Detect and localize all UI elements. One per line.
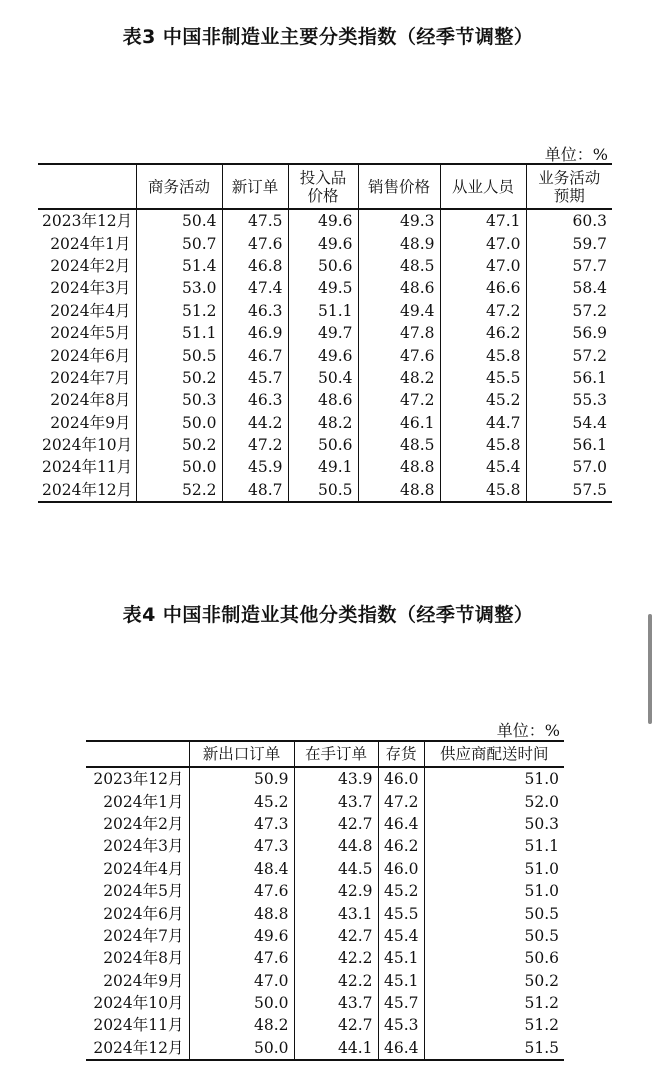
table-cell: 47.5	[222, 209, 288, 232]
table-cell: 47.0	[189, 970, 294, 992]
table-row	[86, 835, 564, 857]
table-cell: 50.4	[288, 367, 358, 389]
table-cell: 46.4	[378, 1037, 424, 1060]
table-cell: 50.5	[136, 344, 222, 366]
table-cell: 56.9	[526, 322, 612, 344]
table4-unit-label: 单位：%	[496, 721, 560, 740]
table-cell: 45.2	[378, 880, 424, 902]
table-cell: 50.6	[424, 947, 564, 969]
table4-header-cell	[294, 741, 378, 767]
table-cell: 45.8	[440, 479, 526, 502]
table4-header-cell	[424, 741, 564, 767]
table-cell: 60.3	[526, 209, 612, 232]
table-cell: 49.4	[358, 300, 440, 322]
table-cell: 56.1	[526, 434, 612, 456]
table3-header-cell	[358, 164, 440, 209]
table-cell: 46.6	[440, 277, 526, 299]
table-cell: 47.2	[440, 300, 526, 322]
table-cell: 46.8	[222, 255, 288, 277]
table-cell: 50.3	[424, 813, 564, 835]
table-cell: 42.7	[294, 1014, 378, 1036]
table-row	[38, 255, 612, 277]
table-cell: 50.6	[288, 434, 358, 456]
table-cell: 44.2	[222, 412, 288, 434]
table-cell: 50.7	[136, 232, 222, 254]
table-cell: 51.2	[424, 1014, 564, 1036]
table-cell: 50.0	[136, 412, 222, 434]
table-cell: 50.5	[288, 479, 358, 502]
table-cell: 53.0	[136, 277, 222, 299]
table-cell: 47.3	[189, 813, 294, 835]
table-cell: 45.8	[440, 344, 526, 366]
table-row	[86, 992, 564, 1014]
table-row	[38, 300, 612, 322]
table3	[38, 163, 612, 503]
table-cell: 48.8	[189, 902, 294, 924]
table-cell: 48.6	[358, 277, 440, 299]
table-cell: 43.9	[294, 767, 378, 790]
table-cell: 47.4	[222, 277, 288, 299]
table-cell: 44.7	[440, 412, 526, 434]
row-label: 2024年5月	[50, 324, 131, 343]
table-cell: 48.2	[358, 367, 440, 389]
table3-header-label: 预期	[553, 186, 585, 205]
table4-header	[86, 741, 564, 767]
row-label: 2024年4月	[103, 859, 184, 878]
row-label: 2024年1月	[50, 234, 131, 253]
table-row	[38, 456, 612, 478]
row-label: 2024年3月	[103, 837, 184, 856]
table-cell: 45.1	[378, 970, 424, 992]
table-cell: 43.7	[294, 790, 378, 812]
table3-header-label: 投入品	[299, 168, 347, 187]
table3-header-label: 业务活动	[538, 168, 601, 187]
table-cell: 57.5	[526, 479, 612, 502]
table-cell: 44.1	[294, 1037, 378, 1060]
table3-header-label: 商务活动	[147, 177, 210, 196]
table-row	[86, 813, 564, 835]
table-cell: 45.4	[378, 925, 424, 947]
table-row	[38, 479, 612, 502]
table-cell: 42.9	[294, 880, 378, 902]
table4	[86, 740, 564, 1061]
table-cell: 48.6	[288, 389, 358, 411]
table4-header-label: 在手订单	[304, 745, 367, 763]
table3-unit-label: 单位：%	[544, 145, 608, 164]
table-row	[86, 970, 564, 992]
row-label: 2024年2月	[103, 814, 184, 833]
table4-header-cell	[86, 741, 189, 767]
table-cell: 46.4	[378, 813, 424, 835]
table-cell: 51.4	[136, 255, 222, 277]
table-cell: 48.9	[358, 232, 440, 254]
table-cell: 47.2	[378, 790, 424, 812]
table-cell: 54.4	[526, 412, 612, 434]
table-cell: 46.7	[222, 344, 288, 366]
table-cell: 58.4	[526, 277, 612, 299]
table-row	[38, 389, 612, 411]
table-cell: 50.2	[424, 970, 564, 992]
row-label: 2024年11月	[42, 458, 133, 477]
row-label: 2024年12月	[86, 1037, 189, 1060]
table3-header-label: 从业人员	[451, 177, 514, 196]
table-cell: 49.6	[288, 232, 358, 254]
row-label: 2024年2月	[50, 256, 131, 275]
table-cell: 51.5	[424, 1037, 564, 1060]
table-cell: 52.0	[424, 790, 564, 812]
table-cell: 51.0	[424, 858, 564, 880]
table-cell: 42.7	[294, 813, 378, 835]
table-cell: 46.0	[378, 858, 424, 880]
table-row	[86, 902, 564, 924]
table4-header-cell	[378, 741, 424, 767]
table4-header-label: 存货	[385, 745, 417, 763]
row-label: 2024年10月	[42, 436, 133, 455]
table-cell: 45.2	[189, 790, 294, 812]
table-cell: 51.0	[424, 880, 564, 902]
table-cell: 45.5	[440, 367, 526, 389]
table-cell: 48.5	[358, 434, 440, 456]
table4-header-row	[86, 741, 564, 767]
table-cell: 45.3	[378, 1014, 424, 1036]
table-cell: 50.4	[136, 209, 222, 232]
table4-header-label: 新出口订单	[202, 745, 281, 763]
table-cell: 57.7	[526, 255, 612, 277]
table-cell: 49.7	[288, 322, 358, 344]
row-label: 2024年8月	[50, 391, 131, 410]
table-cell: 49.5	[288, 277, 358, 299]
table-cell: 56.1	[526, 367, 612, 389]
table-cell: 48.2	[189, 1014, 294, 1036]
table-row	[86, 1037, 564, 1060]
table-cell: 50.9	[189, 767, 294, 790]
table-cell: 50.5	[424, 925, 564, 947]
table-cell: 50.2	[136, 367, 222, 389]
table-cell: 55.3	[526, 389, 612, 411]
table-row	[38, 232, 612, 254]
table-cell: 51.1	[136, 322, 222, 344]
row-label: 2024年7月	[50, 368, 131, 387]
table3-header-cell	[222, 164, 288, 209]
row-label: 2024年8月	[103, 949, 184, 968]
table-cell: 47.2	[358, 389, 440, 411]
table3-header-cell	[136, 164, 222, 209]
table-cell: 48.4	[189, 858, 294, 880]
table-cell: 43.7	[294, 992, 378, 1014]
table-cell: 46.9	[222, 322, 288, 344]
table-cell: 49.1	[288, 456, 358, 478]
row-label: 2023年12月	[42, 212, 133, 231]
table-cell: 49.6	[288, 344, 358, 366]
table-cell: 42.7	[294, 925, 378, 947]
table-cell: 45.8	[440, 434, 526, 456]
table3-header-label: 价格	[307, 186, 339, 205]
table-cell: 45.7	[222, 367, 288, 389]
table-cell: 44.5	[294, 858, 378, 880]
table-cell: 47.6	[222, 232, 288, 254]
row-label: 2023年12月	[93, 770, 184, 789]
table-cell: 44.8	[294, 835, 378, 857]
table-cell: 45.4	[440, 456, 526, 478]
table-cell: 46.1	[358, 412, 440, 434]
table-row	[86, 767, 564, 790]
table-cell: 47.8	[358, 322, 440, 344]
table-cell: 45.7	[378, 992, 424, 1014]
table3-header-label: 销售价格	[367, 177, 430, 196]
table3-header-cell	[440, 164, 526, 209]
table-cell: 42.2	[294, 970, 378, 992]
row-label: 2024年7月	[103, 926, 184, 945]
row-label: 2024年3月	[50, 279, 131, 298]
table-cell: 47.6	[189, 947, 294, 969]
table-cell: 49.6	[288, 209, 358, 232]
row-label: 2024年12月	[38, 479, 136, 502]
table3-title: 表3 中国非制造业主要分类指数（经季节调整）	[122, 26, 534, 48]
table-cell: 46.2	[440, 322, 526, 344]
table-cell: 50.6	[288, 255, 358, 277]
table-cell: 45.2	[440, 389, 526, 411]
table-cell: 47.6	[358, 344, 440, 366]
table-row	[38, 434, 612, 456]
table3-header-cell	[526, 164, 612, 209]
table-cell: 47.3	[189, 835, 294, 857]
row-label: 2024年4月	[50, 301, 131, 320]
table-cell: 50.5	[424, 902, 564, 924]
table3-header-cell	[38, 164, 136, 209]
scrollbar[interactable]	[648, 614, 652, 724]
table-cell: 47.6	[189, 880, 294, 902]
table-cell: 46.0	[378, 767, 424, 790]
row-label: 2024年6月	[103, 904, 184, 923]
table-cell: 51.2	[136, 300, 222, 322]
table-row	[86, 880, 564, 902]
table-cell: 57.0	[526, 456, 612, 478]
table-row	[38, 367, 612, 389]
table-cell: 42.2	[294, 947, 378, 969]
table-cell: 43.1	[294, 902, 378, 924]
table-cell: 49.6	[189, 925, 294, 947]
row-label: 2024年10月	[93, 994, 184, 1013]
table-cell: 50.0	[189, 992, 294, 1014]
table-cell: 46.3	[222, 389, 288, 411]
table3-body	[38, 209, 612, 502]
row-label: 2024年6月	[50, 346, 131, 365]
table-cell: 47.0	[440, 255, 526, 277]
table-row	[38, 412, 612, 434]
table-cell: 51.2	[424, 992, 564, 1014]
table3-header	[38, 164, 612, 209]
table4-body	[86, 767, 564, 1060]
table-cell: 46.2	[378, 835, 424, 857]
table-cell: 51.0	[424, 767, 564, 790]
table4-header-cell	[189, 741, 294, 767]
table-cell: 57.2	[526, 344, 612, 366]
table-row	[38, 344, 612, 366]
row-label: 2024年1月	[103, 792, 184, 811]
table-row	[86, 790, 564, 812]
table3-header-row	[38, 164, 612, 209]
table-cell: 48.8	[358, 456, 440, 478]
table-cell: 48.5	[358, 255, 440, 277]
row-label: 2024年9月	[50, 413, 131, 432]
table-cell: 48.7	[222, 479, 288, 502]
table-row	[38, 322, 612, 344]
table-row	[86, 925, 564, 947]
table-cell: 45.9	[222, 456, 288, 478]
table-cell: 59.7	[526, 232, 612, 254]
table-cell: 52.2	[136, 479, 222, 502]
table-cell: 45.1	[378, 947, 424, 969]
table-cell: 47.2	[222, 434, 288, 456]
table-cell: 50.3	[136, 389, 222, 411]
table-cell: 50.2	[136, 434, 222, 456]
table-row	[86, 858, 564, 880]
row-label: 2024年11月	[93, 1016, 184, 1035]
row-label: 2024年5月	[103, 882, 184, 901]
table-row	[86, 1014, 564, 1036]
table-cell: 50.0	[189, 1037, 294, 1060]
table-cell: 48.8	[358, 479, 440, 502]
table-row	[38, 277, 612, 299]
table4-header-label: 供应商配送时间	[439, 745, 549, 763]
table3-header-label: 新订单	[231, 177, 279, 196]
table-cell: 47.0	[440, 232, 526, 254]
table-cell: 51.1	[424, 835, 564, 857]
table-cell: 45.5	[378, 902, 424, 924]
table-cell: 47.1	[440, 209, 526, 232]
table-cell: 57.2	[526, 300, 612, 322]
table-cell: 46.3	[222, 300, 288, 322]
table-cell: 51.1	[288, 300, 358, 322]
table-cell: 50.0	[136, 456, 222, 478]
table-cell: 49.3	[358, 209, 440, 232]
table-row	[38, 209, 612, 232]
row-label: 2024年9月	[103, 971, 184, 990]
table3-header-cell	[288, 164, 358, 209]
table-row	[86, 947, 564, 969]
table4-title: 表4 中国非制造业其他分类指数（经季节调整）	[122, 604, 534, 626]
table-cell: 48.2	[288, 412, 358, 434]
